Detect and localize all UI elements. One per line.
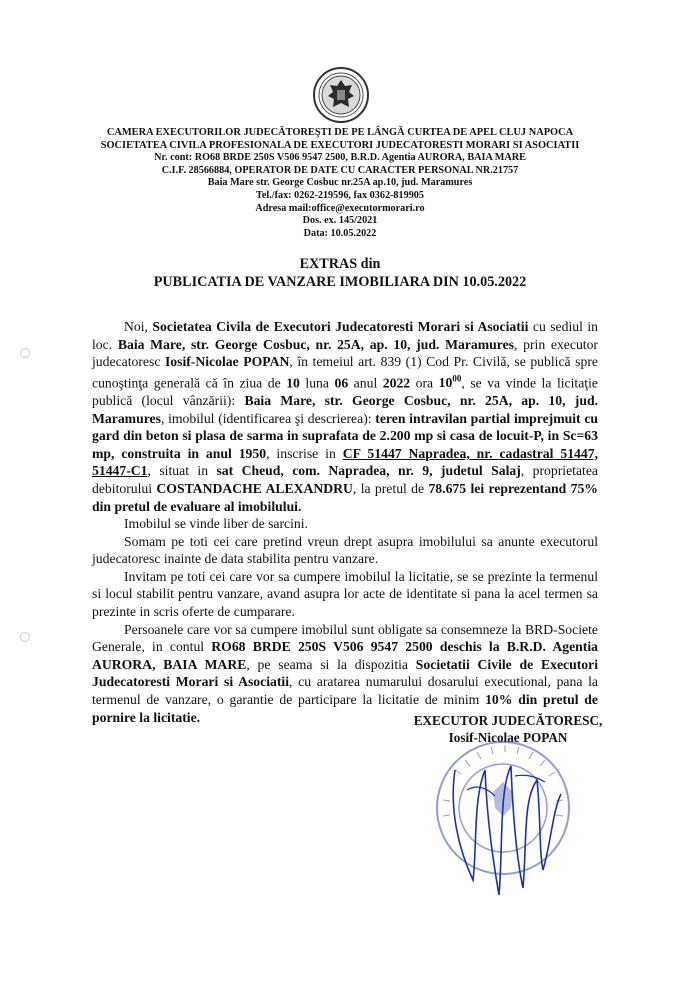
paragraph-guarantee: Persoanele care vor sa cumpere imobilul sunt obligate sa consemneze la BRD-Societe Generale, in contul RO68 BRDE 250S V506 9547 2500 deschis la B.R.D. Agentia AURORA, BAIA MARE, pe seama si la dispozitia Societatii Civile de Executori Judecatoresti Morari si Asociatii, cu aratarea numarului dosarului executional, pana la termenul de vanzare, o garantie de participare la licitatie de minim 10% din pretul de pornire la licitatie. [92,621,599,725]
paragraph-invitation: Invitam pe toti cei care vor sa cumpere imobilul la licitatie, se se prezinte la termenul si locul stabilit pentru vanzare, avand asupra lor acte de identitate si pana la acel termen sa prezinte in scris oferte de cumparare. [92,568,598,620]
margin-mark [20,632,30,642]
header-bank-account: Nr. cont: RO68 BRDE 250S V506 9547 2500, B.R.D. Agentia AURORA, BAIA MARE [154,152,526,164]
header-date: Data: 10.05.2022 [303,227,377,239]
title-line-2: PUBLICATIA DE VANZARE IMOBILIARA DIN 10.05.2022 [153,274,527,290]
header-cif: C.I.F. 28566884, OPERATOR DE DATE CU CARACTER PERSONAL NR.21757 [161,164,519,176]
document-header [60,127,620,240]
signature-name: Iosif-Nicolae POPAN [448,730,568,745]
executori-emblem-logo [312,66,370,124]
margin-mark [20,348,30,358]
document-title [60,255,620,291]
header-company-name: SOCIETATEA CIVILA PROFESIONALA DE EXECUTORI JUDECATORESTI MORARI SI ASOCIATII [100,139,580,151]
header-case-number: Dos. ex. 145/2021 [302,215,378,227]
paragraph-announcement: Noi, Societatea Civila de Executori Judecatoresti Morari si Asociatii cu sediul in loc. Baia Mare, str. George Cosbuc, nr. 25A, ap. 10, jud. Maramures, prin executor judecatoresc Iosif-Nicolae POPAN, în temeiul art. 839 (1) Cod Pr. Civilă, se publică spre cunoştinţa generală că în ziua de 10 luna 06 anul 2022 ora $10^{00}$, se va vinde la licitaţie publică (locul vânzării): Baia Mare, str. George Cosbuc, nr. 25A, ap. 10, jud. Maramures, imobilul (identificarea şi descrierea): teren intravilan partial imprejmuit cu gard din beton si plasa de sarma in suprafata de 2.200 mp si casa de locuit-P, in Sc=63 mp, construita in anul 1950, inscrise in CF 51447 Napradea, nr. cadastral 51447, 51447-C1, situat in sat Cheud, com. Napradea, nr. 9, judetul Salaj, proprietatea debitorului COSTANDACHE ALEXANDRU, la pretul de 78.675 lei reprezentand 75% din pretul de evaluare al imobilului. [92,319,599,514]
header-chamber-name: CAMERA EXECUTORILOR JUDECĂTOREŞTI DE PE LÂNGĂ CURTEA DE APEL CLUJ NAPOCA [106,127,574,138]
title-line-1: EXTRAS din [299,256,381,272]
header-phone: Tel./fax: 0262-219596, fax 0362-819905 [256,189,424,201]
official-stamp-with-signature [415,730,595,920]
header-address: Baia Mare str. George Cosbuc nr.25A ap.10, jud. Maramures [207,177,473,189]
paragraph-free-of-charges: Imobilul se vinde liber de sarcini. [124,516,308,532]
paragraph-summons: Somam pe toti cei care pretind vreun drept asupra imobilului sa anunte executorul judecatoresc inainte de data stabilita pentru vanzare. [92,533,598,567]
signature-title: EXECUTOR JUDECĂTORESC, [413,713,603,728]
header-email: Adresa mail:office@executormorari.ro [255,202,425,214]
document-body [92,318,598,726]
